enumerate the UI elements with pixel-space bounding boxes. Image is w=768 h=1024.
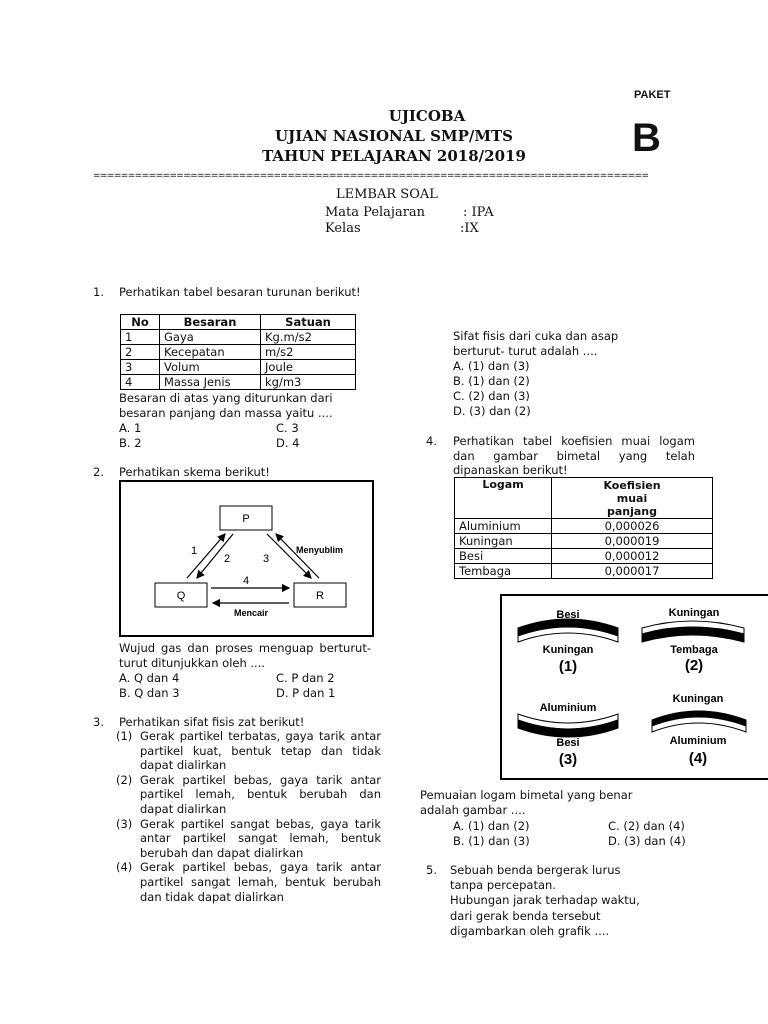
table-header [552, 478, 713, 519]
table-row [121, 360, 356, 375]
bimetal-3-top-label: Aluminium [539, 702, 597, 714]
question-1-number: 1. [93, 285, 104, 299]
list-item [116, 773, 381, 817]
question-5-line: digambarkan oleh grafik .... [450, 923, 610, 938]
bimetal-3-number: (3) [558, 751, 578, 768]
table-cell: Kecepatan [160, 345, 261, 360]
q4-table [454, 477, 713, 579]
question-2-number: 2. [93, 465, 104, 479]
label-1: 1 [191, 545, 198, 557]
table-row [121, 375, 356, 390]
table-cell: Kuningan [455, 534, 552, 549]
paket-letter: B [632, 116, 661, 160]
bimetal-2-bottom-label: Tembaga [670, 644, 718, 656]
question-5-line: dari gerak benda tersebut [450, 908, 601, 923]
table-cell: 0,000012 [552, 549, 713, 564]
question-4-prompt: Pemuaian logam bimetal yang benar adalah gambar .... [420, 788, 633, 817]
table-cell: m/s2 [261, 345, 356, 360]
list-item [116, 860, 381, 904]
list-item-number: (3) [116, 816, 133, 831]
table-cell: 4 [121, 375, 160, 390]
bimetal-3-bottom-label: Besi [556, 737, 580, 749]
header-line: Koefisien [603, 478, 661, 492]
box-p-label: P [242, 513, 250, 525]
q1-option-b: B. 2 [119, 436, 142, 450]
q1-option-c: C. 3 [276, 421, 299, 435]
list-item-number: (1) [116, 729, 133, 743]
bimetal-4-bottom-label: Aluminium [669, 735, 727, 747]
table-cell: Joule [261, 360, 356, 375]
q2-option-c: C. P dan 2 [276, 671, 335, 685]
q1-option-a: A. 1 [119, 421, 142, 435]
q3-option-b: B. (1) dan (2) [453, 374, 530, 388]
list-item-text: Gerak partikel sangat bebas, gaya tarik antar partikel sangat lemah, bentuk berubah dan dapat dialirkan [140, 816, 381, 860]
list-item-text: Gerak partikel terbatas, gaya tarik antar partikel kuat, bentuk tetap dan tidak dapat dialirkan [140, 729, 381, 773]
title-ujicoba: UJICOBA [388, 107, 466, 125]
list-item-text: Gerak partikel bebas, gaya tarik antar partikel lemah, bentuk berubah dan dapat dialirkan [140, 772, 381, 816]
label-4: 4 [243, 575, 250, 587]
table-cell: 2 [121, 345, 160, 360]
question-1-prompt: Besaran di atas yang diturunkan dari besaran panjang dan massa yaitu .... [119, 391, 333, 420]
box-q-label: Q [176, 590, 186, 602]
list-item-number: (2) [116, 772, 133, 787]
table-cell: Massa Jenis [160, 375, 261, 390]
bimetal-1-top-label: Besi [556, 609, 580, 621]
table-row [121, 330, 356, 345]
table-row [455, 519, 713, 534]
question-5-line: Sebuah benda bergerak lurus [450, 863, 621, 877]
bimetal-figure [500, 594, 768, 780]
q3-option-a: A. (1) dan (3) [453, 359, 530, 373]
list-item [116, 729, 381, 773]
bimetal-1-number: (1) [558, 658, 578, 675]
question-4-text: Perhatikan tabel koefisien muai logam dan gambar bimetal yang telah dipanaskan berikut! [453, 434, 695, 478]
header-line: muai [616, 491, 648, 505]
phase-diagram-svg [121, 482, 372, 635]
table-cell: 0,000017 [552, 564, 713, 579]
q2-option-d: D. P dan 1 [276, 686, 336, 700]
table-header: Besaran [160, 315, 261, 330]
table-cell: Aluminium [455, 519, 552, 534]
table-row [455, 549, 713, 564]
table-header: No [121, 315, 160, 330]
bimetal-figure-svg [502, 596, 768, 778]
bimetal-2-number: (2) [684, 657, 704, 674]
question-3-text: Perhatikan sifat fisis zat berikut! [119, 715, 305, 729]
table-row [121, 345, 356, 360]
q3-item-list [116, 729, 381, 904]
q4-option-b: B. (1) dan (3) [453, 834, 530, 848]
table-cell: 0,000026 [552, 519, 713, 534]
table-cell: 3 [121, 360, 160, 375]
header-divider: ================================================================================ [93, 172, 649, 181]
question-3-number: 3. [93, 715, 104, 729]
paket-label: PAKET [634, 89, 671, 101]
label-3: 3 [263, 553, 270, 565]
table-header: Satuan [261, 315, 356, 330]
table-cell: kg/m3 [261, 375, 356, 390]
subject-label: Mata Pelajaran [325, 205, 426, 220]
bimetal-4-top-label: Kuningan [672, 693, 724, 705]
table-header-row [121, 315, 356, 330]
arrow-3 [267, 534, 311, 578]
question-1-text: Perhatikan tabel besaran turunan berikut! [119, 285, 361, 299]
phase-diagram [119, 480, 374, 637]
header-line: panjang [606, 504, 658, 518]
q1-option-d: D. 4 [276, 436, 300, 450]
table-cell: Tembaga [455, 564, 552, 579]
list-item-text: Gerak partikel bebas, gaya tarik antar partikel sangat lemah, bentuk berubah dan tidak dapat dialirkan [140, 860, 381, 904]
q3-option-d: D. (3) dan (2) [453, 404, 531, 418]
table-cell: Besi [455, 549, 552, 564]
list-item-number: (4) [116, 860, 133, 875]
title-year: TAHUN PELAJARAN 2018/2019 [262, 147, 526, 165]
question-2-text: Perhatikan skema berikut! [119, 465, 270, 479]
question-5-text [450, 863, 640, 939]
bimetal-1-bottom-label: Kuningan [542, 644, 594, 656]
question-5-line: tanpa percepatan. [450, 878, 556, 893]
q3-option-c: C. (2) dan (3) [453, 389, 530, 403]
subject-value: : IPA [463, 205, 494, 220]
table-cell: Gaya [160, 330, 261, 345]
table-header-row [455, 478, 713, 519]
page-title [240, 106, 548, 166]
class-label: Kelas [325, 221, 361, 236]
q4-option-a: A. (1) dan (2) [453, 819, 530, 833]
question-3-prompt: Sifat fisis dari cuka dan asap berturut- turut adalah .... [453, 329, 619, 358]
q4-option-d: D. (3) dan (4) [608, 834, 686, 848]
table-cell: 1 [121, 330, 160, 345]
table-header: Logam [455, 478, 552, 519]
q2-option-a: A. Q dan 4 [119, 671, 180, 685]
question-2-prompt: Wujud gas dan proses menguap berturut-turut ditunjukkan oleh .... [119, 641, 371, 670]
table-cell: Kg.m/s2 [261, 330, 356, 345]
table-cell: 0,000019 [552, 534, 713, 549]
label-mencair: Mencair [234, 608, 269, 618]
class-value: :IX [460, 221, 479, 236]
table-cell: Volum [160, 360, 261, 375]
list-item [116, 817, 381, 861]
label-menyublim: Menyublim [296, 545, 344, 555]
bimetal-2-top-label: Kuningan [668, 607, 720, 619]
box-r-label: R [316, 590, 324, 602]
question-4-number: 4. [426, 434, 437, 448]
q2-option-b: B. Q dan 3 [119, 686, 180, 700]
question-5-number: 5. [426, 863, 437, 877]
q1-table [120, 314, 356, 390]
label-2: 2 [224, 553, 231, 565]
q4-option-c: C. (2) dan (4) [608, 819, 685, 833]
title-exam: UJIAN NASIONAL SMP/MTS [275, 127, 513, 145]
sheet-title: LEMBAR SOAL [336, 187, 438, 202]
bimetal-4-number: (4) [688, 750, 708, 767]
table-row [455, 534, 713, 549]
table-row [455, 564, 713, 579]
question-5-line: Hubungan jarak terhadap waktu, [450, 893, 640, 908]
arrow-menyublim [276, 534, 319, 578]
